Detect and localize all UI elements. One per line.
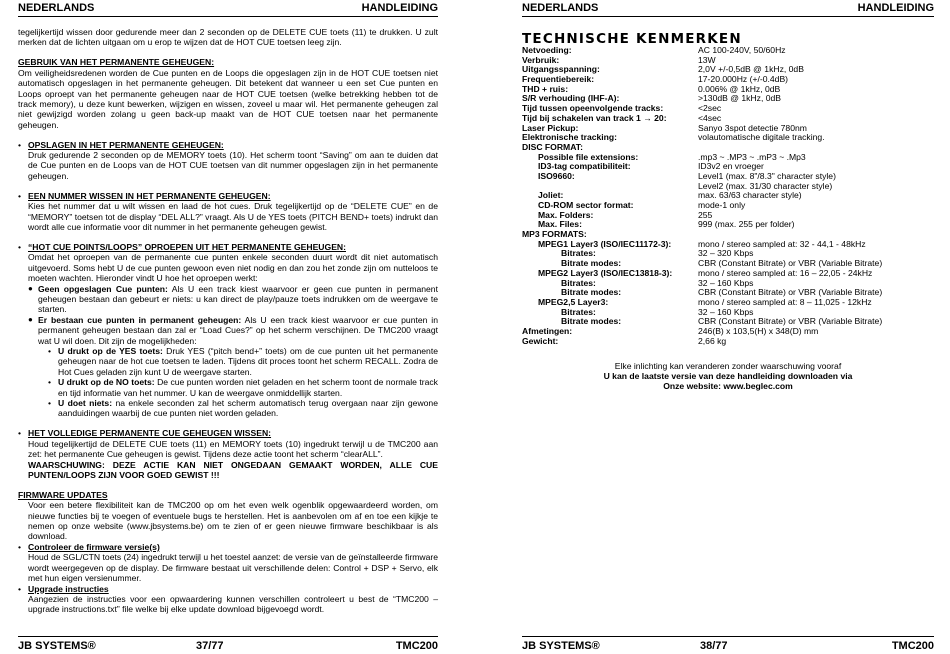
opslagen-paragraph: Druk gedurende 2 seconden op de MEMORY toets (10). Het scherm toont “Saving” om aan te duiden dat de Cue punten en de Loops van de HOT CUE toetsen van dit nummer opgeslagen zijn in het permanente geheugen. [28,150,438,181]
spec-value: volautomatische digitale tracking. [698,132,825,143]
item-text: Druk YES (“pitch bend+” toets) om de cue punten uit het permanente geheugen naar de hot cue toetsen te laden. Tijdens dit proces toont het scherm RECALL. Zodra de Hot Cues geladen zijn kunt U de weergave starten. [58,345,438,377]
list-item [48,377,438,398]
spec-label: Bitrates: [561,248,596,259]
upgrade-paragraph: Aangezien de instructies voor een opwaardering kunnen verschillen controleert u best de “TMC200 – upgrade instructions.txt” file welke bij elke update download bijgevoegd wordt. [28,593,438,615]
spec-value: 255 [698,209,713,220]
item-text: na enkele seconden zal het scherm automatisch terug overgaan naar zijn gewone aanduidingen waarbij de cue punten niet worden geladen. [58,398,438,419]
bullet-icon: • [48,377,52,388]
bullet-icon: • [18,583,22,594]
spec-label: Bitrate modes: [561,316,622,327]
intro-paragraph: tegelijkertijd wissen door gedurende meer dan 2 seconden op de DELETE CUE toets (11) te drukken. U zult merken dat de lichten uitgaan om u erop te wijzen dat de HOT CUE toetsen leeg zijn. [18,27,438,48]
page-title: TECHNISCHE KENMERKEN [522,31,742,47]
spec-label: Elektronische tracking: [522,132,618,143]
item-label: U drukt op de YES toets: [58,345,163,356]
bullet-icon: • [18,428,22,439]
disclaimer-note [522,361,934,391]
spec-value: <4sec [698,112,722,123]
section-heading-wissen: EEN NUMMER WISSEN IN HET PERMANENTE GEHEUGEN: [28,190,271,201]
list-item [28,315,438,346]
spec-label: Max. Files: [538,219,582,230]
spec-row [522,46,934,56]
item-label: U doet niets: [58,398,113,408]
warning-text: WAARSCHUWING: DEZE ACTIE KAN NIET ONGEDAAN GEMAAKT WORDEN, ALLE CUE PUNTEN/LOOPS ZIJN VOOR GOED GEWIST !!! [28,459,438,480]
spec-value: <2sec [698,103,722,114]
spec-label: MPEG1 Layer3 (ISO/IEC11172-3): [538,238,672,249]
bullet-icon: ● [28,314,33,324]
spec-label: Tijd tussen opeenvolgende tracks: [522,103,664,114]
section-heading-opslagen: OPSLAGEN IN HET PERMANENTE GEHEUGEN: [28,139,224,150]
spec-value: 32 – 160 Kbps [698,277,754,288]
spec-row [522,327,934,337]
spec-value: 246(B) x 103,5(H) x 348(D) mm [698,325,819,336]
spec-value: .mp3 ~ .MP3 ~ .mP3 ~ .Mp3 [698,151,806,162]
spec-value: mono / stereo sampled at: 32 - 44,1 - 48kHz [698,238,866,249]
spec-label: MPEG2 Layer3 (ISO/IEC13818-3): [538,267,673,278]
spec-value: 32 – 160 Kbps [698,306,754,317]
right-page [522,0,934,654]
spec-value: CBR (Constant Bitrate) or VBR (Variable Bitrate) [698,258,883,269]
spec-value: max. 63/63 character style) [698,190,802,201]
bullet-icon: • [18,241,22,252]
footer-page-number: 37/77 [196,640,224,652]
spec-value: >130dB @ 1kHz, 0dB [698,93,782,104]
spec-label: Max. Folders: [538,209,594,220]
spec-label: Uitgangsspanning: [522,64,600,75]
spec-label: CD-ROM sector format: [538,200,634,210]
item-label: U drukt op de NO toets: [58,377,155,388]
footer-page-number: 38/77 [700,640,728,652]
spec-label: S/R verhouding (IHF-A): [522,93,620,104]
specs-table [522,46,934,346]
volledig-section [18,428,438,480]
spec-label: THD + ruis: [522,83,569,94]
spec-label: Bitrates: [561,277,596,288]
item-text: De cue punten worden niet geladen en het scherm toont de normale track en tijd informatie van het nummer. U kan de weergave onmiddellijk starten. [58,377,438,398]
item-label: Er bestaan cue punten in permanent geheugen: [38,314,242,325]
spec-label: Joliet: [538,190,564,201]
bullet-icon: • [18,190,22,201]
header-language: NEDERLANDS [522,2,599,14]
item-text: Als U een track kiest waarvoor er geen cue punten in permanent geheugen bestaan dan gebeurt er niets: u kan direct de play/pauze toets indrukken om de weergave te starten. [38,283,438,315]
oproepen-section [18,242,438,284]
spec-value: 2,0V +/-0,5dB @ 1kHz, 0dB [698,64,804,75]
header-language: NEDERLANDS [18,2,95,14]
page-footer [522,636,934,653]
left-body [18,27,438,615]
spec-label: Gewicht: [522,335,559,346]
header-manual: HANDLEIDING [857,2,934,14]
spec-value: 2,66 kg [698,335,727,346]
list-item [48,346,438,377]
spec-label: Bitrate modes: [561,287,622,298]
volledig-paragraph: Houd tegelijkertijd de DELETE CUE toets (11) en MEMORY toets (10) ingedrukt terwijl u de TMC200 aan zet: het permanente Cue geheugen is gewist. Tijdens deze actie toont het scherm “clearALL”. [28,438,438,460]
bullet-icon: • [18,541,22,552]
spec-label: Netvoeding: [522,45,572,55]
spec-value: CBR (Constant Bitrate) or VBR (Variable Bitrate) [698,287,883,298]
bullet-icon: • [18,139,22,150]
spec-row [522,133,934,143]
bullet-icon: ● [28,283,33,293]
section-heading-firmware: FIRMWARE UPDATES [18,489,108,500]
page-header [522,2,934,17]
spec-value: AC 100-240V, 50/60Hz [698,45,786,55]
spec-value: mono / stereo sampled at: 8 – 11,025 - 12kHz [698,296,872,307]
spec-value: mode-1 only [698,200,746,210]
spec-value: 999 (max. 255 per folder) [698,219,795,230]
footer-model: TMC200 [891,640,934,652]
gebruik-paragraph: Om veiligheidsredenen worden de Cue punten en de Loops die opgeslagen zijn in de HOT CUE toetsen niet automatisch opgeslagen in het permanente geheugen. Dit betekent dat wanneer u een set Cue punten en Loops oproept van het permanente geheugen naar de HOT CUE toetsen (welke betrekking hebben tot de track memory), u deze kunt bewerken, wijzigen en wissen, zoveel u maar wil. Het permanente geheugen zal niet gewijzigd worden zolang u geen back-up maakt van de HOT CUE toetsen naar het permanente geheugen. [18,67,438,130]
spec-value: CBR (Constant Bitrate) or VBR (Variable Bitrate) [698,316,883,327]
footer-brand: JB SYSTEMS® [18,640,96,652]
spec-label: Afmetingen: [522,325,573,336]
spec-value: 32 – 320 Kbps [698,248,754,259]
firmware-paragraph: Voor een betere flexibiliteit kan de TMC200 op om het even welk ogenblik opgewaardeerd worden, om nieuwe functies bij te voegen of eventuele bugs te herstellen. Het is aanbevolen om af en toe een kijkje te nemen op onze website (www.jbsystems.be) om te zien of er geen nieuwe firmware beschikbaar is als download. [28,500,438,542]
spec-value: ID3v2 en vroeger [698,161,764,172]
page-footer [18,636,438,653]
spec-label: Bitrates: [561,306,596,317]
spec-value: 17-20.000Hz (+/-0.4dB) [698,74,789,85]
note-line: Elke inlichting kan veranderen zonder waarschuwing vooraf [614,361,842,371]
spec-label: DISC FORMAT: [522,141,583,152]
wissen-section [18,191,438,233]
section-heading-volledig: HET VOLLEDIGE PERMANENTE CUE GEHEUGEN WISSEN: [28,428,272,439]
item-text: Als U een track kiest waarvoor er cue punten in permanent geheugen bestaan dan zal er “Load Cues?” op het scherm verschijnen. De TMC200 vraagt wat U wil doen. Dit zijn de mogelijkheden: [38,314,438,346]
wissen-paragraph: Kies het nummer dat u wilt wissen en laad de hot cues. Druk tegelijkertijd op de “DELETE CUE” en de “MEMORY” toetsen tot de display “DEL ALL?” vraagt. Als U de YES toets (PITCH BEND+ toets) indrukt dan wordt alle cue informatie voor dit nummer in het permanente geheugen gewist. [28,201,438,232]
section-heading-gebruik: GEBRUIK VAN HET PERMANENTE GEHEUGEN: [18,57,215,68]
spec-value: 13W [698,54,716,65]
footer-model: TMC200 [395,640,438,652]
footer-brand: JB SYSTEMS® [522,640,600,652]
list-item [48,398,438,419]
firmware-item-versie [18,542,438,584]
spec-label: ISO9660: [538,170,575,181]
section-heading-oproepen: “HOT CUE POINTS/LOOPS” OPROEPEN UIT HET PERMANENTE GEHEUGEN: [28,241,346,252]
bullet-icon: • [48,398,52,408]
opslagen-section [18,140,438,182]
item-label: Geen opgeslagen Cue punten: [38,283,168,294]
spec-label: Bitrate modes: [561,258,622,269]
subheading-versie: Controleer de firmware versie(s) [28,541,160,552]
spec-row [522,337,934,347]
firmware-item-upgrade [18,584,438,615]
note-line: Onze website: www.beglec.com [663,381,793,391]
spec-value: 0.006% @ 1kHz, 0dB [698,83,781,94]
spec-label: ID3-tag compatibiliteit: [538,161,631,172]
spec-label: MPEG2,5 Layer3: [538,296,609,307]
page-header [18,2,438,17]
spec-label: Tijd bij schakelen van track 1 → 20: [522,112,667,123]
oproepen-paragraph: Omdat het oproepen van de permanente cue punten enkele seconden duurt wordt dit niet automatisch uitgevoerd. Soms hebt U de cue punten gewoon even niet nodig en dan zou het zonde zijn om nutteloos te moeten wachten. Hieronder vindt U hoe het oproepen werkt: [28,252,438,284]
spec-label: Laser Pickup: [522,122,579,133]
spec-label: Possible file extensions: [538,151,639,162]
versie-paragraph: Houd de SGL/CTN toets (24) ingedrukt terwijl u het toestel aanzet: de versie van de geïnstalleerde firmware wordt weergegeven op de display. De firmware bestaat uit verschillende delen: Control + DSP + Servo, elk met hun eigen versienummer. [28,552,438,584]
header-manual: HANDLEIDING [361,2,438,14]
spec-label: Frequentiebereik: [522,74,595,85]
spec-label: MP3 FORMATS: [522,229,587,240]
bullet-icon: • [48,345,52,356]
spec-value: Level1 (max. 8"/8.3" character style) [698,170,836,181]
spec-value: Sanyo 3spot detectie 780nm [698,122,807,133]
spec-value: mono / stereo sampled at: 16 – 22,05 - 24kHz [698,267,873,278]
left-page [18,0,438,654]
note-line: U kan de laatste versie van deze handleiding downloaden via [603,371,853,381]
subheading-upgrade: Upgrade instructies [28,583,109,594]
spec-value: Level2 (max. 31/30 character style) [698,180,833,191]
spec-label: Verbruik: [522,54,560,65]
list-item [28,284,438,315]
